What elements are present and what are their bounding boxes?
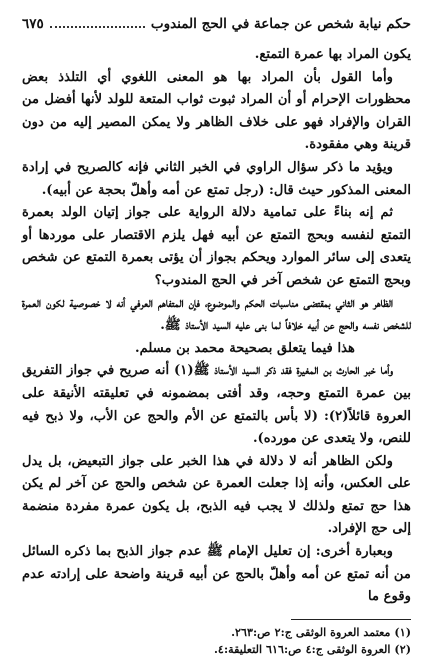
paragraph: هذا فيما يتعلق بصحيحة محمد بن مسلم. <box>135 340 355 356</box>
dot-leader <box>50 26 145 28</box>
page-number: ٦٧٥ <box>22 16 44 32</box>
paragraph: يكون المراد بها عمرة التمتع. <box>254 47 411 62</box>
paragraph: وأما القول بأن المراد بها هو المعنى اللغوي أي التلذذ بعض محظورات الإحرام أو أن المراد ثبوت ثواب المتعة للولد لأنها أفضل من القران والإفراد فهو على خلاف الظاهر ولا يمكن المصير إليه من دون قرينة وهي مفقودة. <box>22 69 411 153</box>
running-header <box>22 16 411 38</box>
main-text <box>22 44 411 609</box>
paragraph: الظاهر هو الثاني بمقتضى مناسبات الحكم والموضوع، فإن المتفاهم العرفي أنه لا خصوصية لكون العمرة للشخص نفسه والحج عن أبيه خلافاً لما بنى عليه السيد الأستاذ ﷺ. <box>22 295 411 334</box>
paragraph: ويؤيد ما ذكر سؤال الراوي في الخبر الثاني فإنه كالصريح في إرادة المعنى المذكور حيث قال: (رجل تمتع عن أمه وأهلّ بحجة عن أبيه). <box>22 159 411 198</box>
footnote: (٢) العروة الوثقى ج:٤ ص:٦١٦ التعليقة:٤. <box>214 641 411 656</box>
running-title: حكم نيابة شخص عن جماعة في الحج المندوب <box>150 16 411 32</box>
footnote-separator <box>291 619 411 620</box>
paragraph: ثم إنه بناءً على تمامية دلالة الرواية على جواز إتيان الولد بعمرة التمتع لنفسه وبحج التمتع عن أبيه فهل يلزم الاقتصار على موردها أو يتعدى إلى سائر الموارد ويحكم بجواز أن يؤتى بعمرة التمتع عن شخص وبحج التمتع عن شخص آخر في الحج المندوب؟ <box>22 205 411 288</box>
paragraph: وأما خبر الحارث بن المغيرة فقد ذكر السيد الأستاذ ﷺ(١) أنه صريح في جواز التفريق بين عمرة التمتع وحجه، وقد أفتى بمضمونه في تعليقته الأنيقة على العروة قائلاً(٢): (لا بأس بالتمتع عن الأم والحج عن الأب، ولا ذبح فيه للنص، ولا يتعدى عن مورده). <box>22 363 411 447</box>
footnote: (١) معتمد العروة الوثقى ج:٢ ص:٢٦٣. <box>231 624 411 639</box>
paragraph: وبعبارة أخرى: إن تعليل الإمام ﷺ عدم جواز الذبح بما ذكره السائل من أنه تمتع عن أمه وأهلّ بالحج عن أبيه قرينة واضحة على إرادته عدم وقوع ما <box>22 544 411 605</box>
paragraph: ولكن الظاهر أنه لا دلالة في هذا الخبر على جواز التبعيض، بل يدل على العكس، وأنه إذا جعلت العمرة عن شخص والحج عن آخر لم يكن هذا حج تمتع ولذلك لا يجب فيه الذبح، بل يكون عمرة مفردة منضمة إلى حج الإفراد. <box>22 453 411 537</box>
footnotes <box>22 624 411 658</box>
